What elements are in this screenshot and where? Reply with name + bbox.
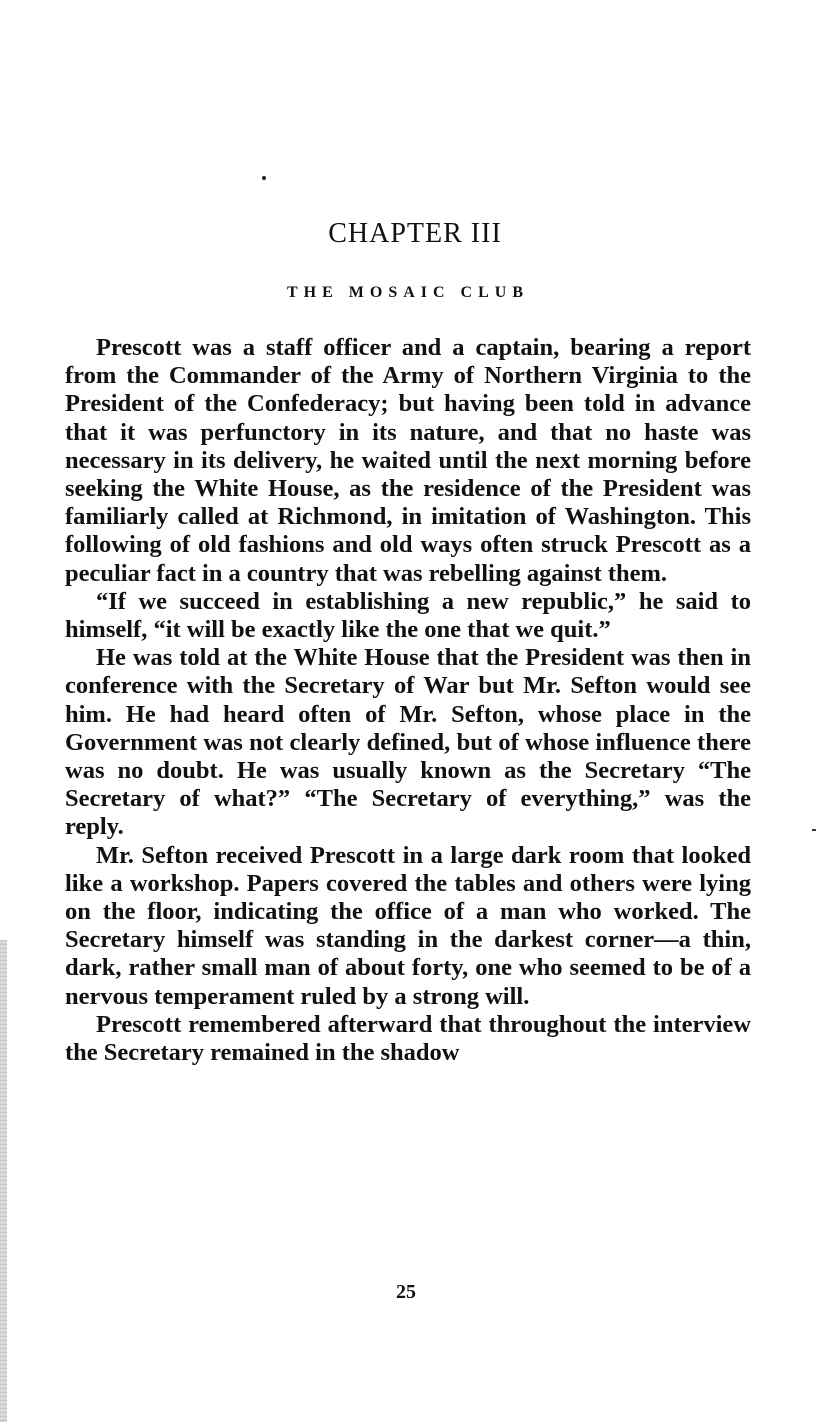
- paragraph: He was told at the White House that the President was then in conference with the Secretary of War but Mr. Sefton would see him. He had heard often of Mr. Sefton, whose place in the Government was not clearly defined, but of whose influence there was no doubt. He was usually known as the Secretary “The Secretary of what?” “The Secretary of everything,” was the reply.: [65, 644, 751, 841]
- paragraph: Mr. Sefton received Prescott in a large dark room that looked like a workshop. Papers covered the tables and others were lying on the floor, indicating the office of a man who worked. The Secretary himself was standing in the darkest corner—a thin, dark, rather small man of about forty, one who seemed to be of a nervous temperament ruled by a strong will.: [65, 841, 751, 1010]
- page-number: 25: [396, 1281, 416, 1303]
- chapter-body: [65, 334, 751, 1067]
- paragraph: “If we succeed in establishing a new republic,” he said to himself, “it will be exactly like the one that we quit.”: [65, 587, 751, 644]
- paragraph: Prescott remembered afterward that throughout the interview the Secretary remained in the shadow: [65, 1010, 751, 1067]
- chapter-subtitle: THE MOSAIC CLUB: [286, 284, 530, 301]
- scan-edge-artifact: [0, 940, 7, 1422]
- scan-speck: [262, 176, 266, 180]
- scan-speck: [812, 829, 816, 831]
- chapter-title: CHAPTER III: [328, 218, 502, 249]
- paragraph: Prescott was a staff officer and a captain, bearing a report from the Commander of the Army of Northern Virginia to the President of the Confederacy; but having been told in advance that it was perfunctory in its nature, and that no haste was necessary in its delivery, he waited until the next morning before seeking the White House, as the residence of the President was familiarly called at Richmond, in imitation of Washington. This following of old fashions and old ways often struck Prescott as a peculiar fact in a country that was rebelling against them.: [65, 334, 751, 587]
